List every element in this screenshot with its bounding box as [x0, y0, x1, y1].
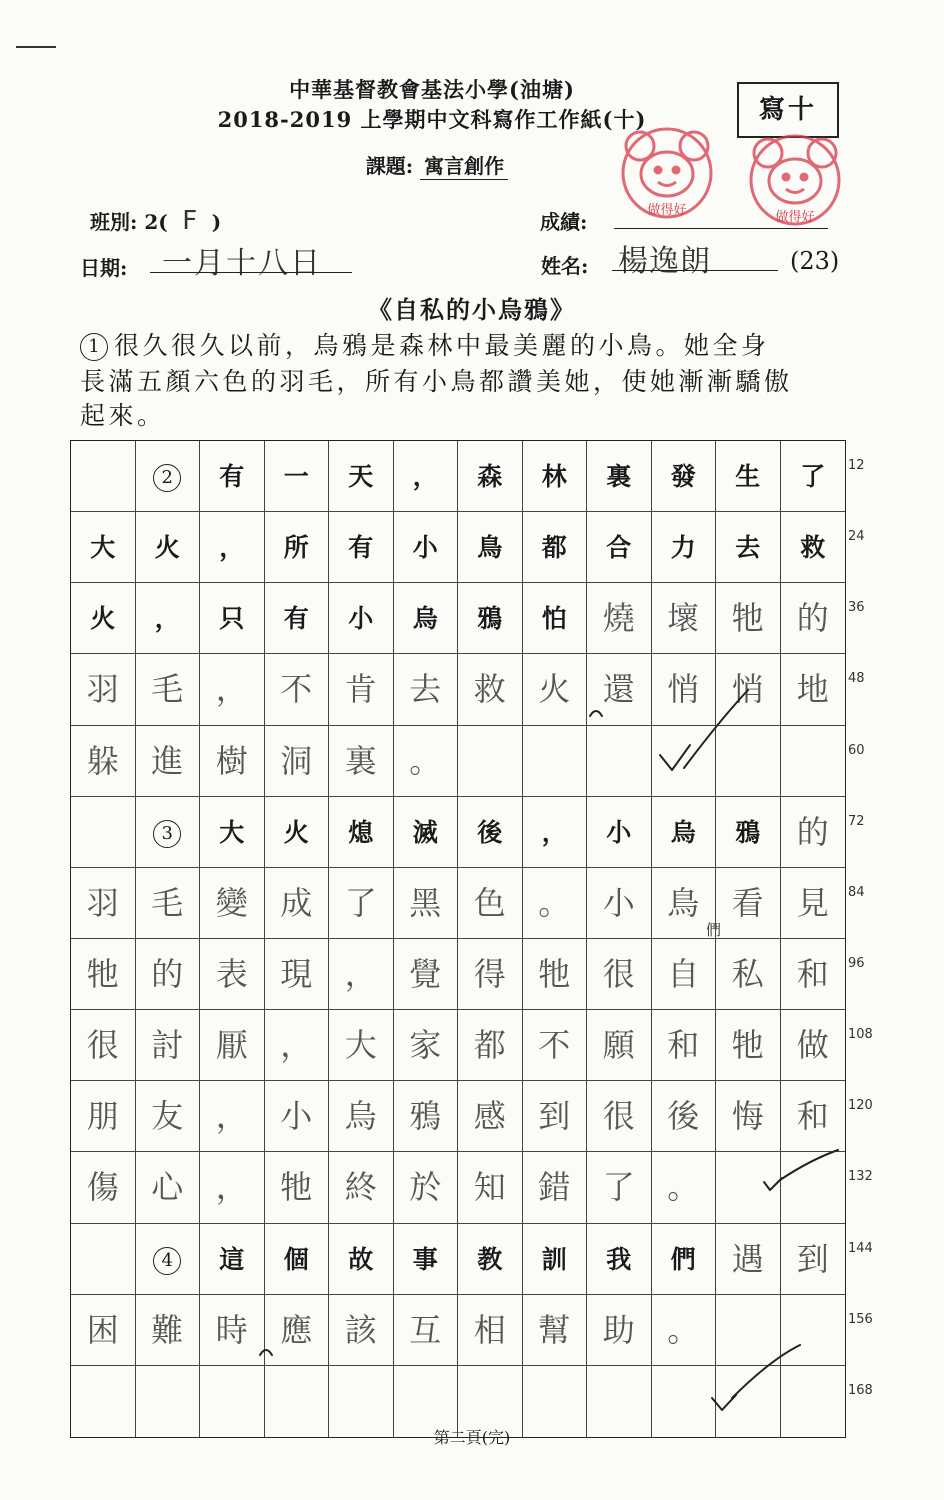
grid-cell: [523, 726, 588, 797]
grid-row: [71, 654, 845, 725]
grid-cell: 烏: [652, 797, 717, 868]
grid-cell: 羽: [71, 654, 136, 725]
paragraph-marker: 3: [153, 820, 181, 848]
grid-cell: 應: [265, 1295, 330, 1366]
grid-row: [71, 868, 845, 939]
grid-cell: 裏: [329, 726, 394, 797]
grid-cell: 小: [394, 512, 459, 583]
grid-cell: 時: [200, 1295, 265, 1366]
row-char-count: 72: [848, 813, 865, 829]
grid-cell: 不: [265, 654, 330, 725]
grid-cell: 願: [587, 1010, 652, 1081]
grid-cell: 相: [458, 1295, 523, 1366]
grid-cell: 了: [587, 1152, 652, 1223]
student-number: (23): [790, 247, 840, 275]
grid-cell: 天: [329, 441, 394, 512]
grid-cell: 火: [71, 583, 136, 654]
grid-cell: 鴉: [716, 797, 781, 868]
grid-cell: [716, 1152, 781, 1223]
grid-cell: 助: [587, 1295, 652, 1366]
grid-cell: 友: [136, 1081, 201, 1152]
grid-cell: 感: [458, 1081, 523, 1152]
grid-cell: ，: [523, 797, 588, 868]
grid-cell: 有: [265, 583, 330, 654]
paragraph-marker: 4: [153, 1247, 181, 1275]
grid-row: [71, 512, 845, 583]
grid-cell: 知: [458, 1152, 523, 1223]
grid-cell: 到: [781, 1224, 846, 1295]
grid-cell: 。: [394, 726, 459, 797]
grid-cell: 錯: [523, 1152, 588, 1223]
grid-cell: 還: [587, 654, 652, 725]
grid-cell: 這: [200, 1224, 265, 1295]
grid-cell: 烏: [394, 583, 459, 654]
grid-cell: [71, 797, 136, 868]
grid-cell: [136, 441, 201, 512]
grid-cell: 很: [71, 1010, 136, 1081]
page-footer: 第二頁(完): [433, 1428, 511, 1447]
grid-cell: 的: [781, 583, 846, 654]
grid-cell: ，: [200, 654, 265, 725]
grid-cell: 樹: [200, 726, 265, 797]
grid-cell: 朋: [71, 1081, 136, 1152]
grid-cell: 救: [781, 512, 846, 583]
grid-cell: 困: [71, 1295, 136, 1366]
row-char-count: 96: [848, 955, 865, 971]
grid-cell: 到: [523, 1081, 588, 1152]
grid-row: [71, 1152, 845, 1223]
paragraph-marker: 2: [153, 464, 181, 492]
grid-cell: 大: [329, 1010, 394, 1081]
grid-cell: 後: [458, 797, 523, 868]
grid-cell: 毛: [136, 654, 201, 725]
class-value: F: [182, 206, 198, 236]
grid-cell: ，: [200, 1081, 265, 1152]
row-char-count: 120: [848, 1098, 873, 1114]
intro-text: 起來。: [80, 401, 166, 430]
grid-row: [71, 797, 845, 868]
grid-cell: 難: [136, 1295, 201, 1366]
class-suffix: ): [211, 210, 222, 234]
grid-cell: 小: [329, 583, 394, 654]
grid-cell: 都: [458, 1010, 523, 1081]
name-field: [541, 250, 588, 279]
writing-grid: [70, 440, 846, 1438]
grid-cell: 火: [265, 797, 330, 868]
grid-row: [71, 726, 845, 797]
grid-row: [71, 1224, 845, 1295]
grid-cell: 悔: [716, 1081, 781, 1152]
grid-cell: 幫: [523, 1295, 588, 1366]
date-label: 日期:: [80, 256, 128, 280]
date-underline: [150, 272, 352, 273]
grid-cell: 們: [652, 1224, 717, 1295]
grid-cell: 。: [652, 1295, 717, 1366]
grid-cell: 事: [394, 1224, 459, 1295]
grid-cell: 有: [200, 441, 265, 512]
grid-row: [71, 1295, 845, 1366]
grid-cell: 不: [523, 1010, 588, 1081]
grid-cell: 看: [716, 868, 781, 939]
grid-cell: ，: [200, 1152, 265, 1223]
intro-line: [80, 396, 870, 432]
grid-cell: 火: [523, 654, 588, 725]
grid-cell: 心: [136, 1152, 201, 1223]
grid-cell: ，: [136, 583, 201, 654]
grid-cell: 於: [394, 1152, 459, 1223]
row-char-count: 144: [848, 1240, 873, 1256]
grid-cell: 了: [329, 868, 394, 939]
grid-cell: 個: [265, 1224, 330, 1295]
grid-cell: 肯: [329, 654, 394, 725]
grid-cell: 火: [136, 512, 201, 583]
grid-cell: [71, 1224, 136, 1295]
grid-cell: 力: [652, 512, 717, 583]
grid-cell: 色: [458, 868, 523, 939]
grid-cell: 大: [71, 512, 136, 583]
row-char-count: 108: [848, 1027, 873, 1043]
grid-cell: 我: [587, 1224, 652, 1295]
topic-label: 課題:: [365, 154, 414, 178]
grid-cell: 大: [200, 797, 265, 868]
reward-stamp-label: 做得好: [775, 210, 815, 225]
grid-cell: 羽: [71, 868, 136, 939]
grid-cell: 很: [587, 1081, 652, 1152]
grid-cell: 發: [652, 441, 717, 512]
grid-cell: 鳥: [458, 512, 523, 583]
grid-cell: 森: [458, 441, 523, 512]
grid-cell: [71, 441, 136, 512]
grid-cell: 了: [781, 441, 846, 512]
grid-cell: 教: [458, 1224, 523, 1295]
grid-cell: 所: [265, 512, 330, 583]
grid-cell: 生: [716, 441, 781, 512]
grid-cell: [781, 1152, 846, 1223]
grid-cell: 牠: [71, 939, 136, 1010]
grid-cell: [781, 1295, 846, 1366]
grid-cell: 自: [652, 939, 717, 1010]
grid-cell: ，: [394, 441, 459, 512]
grid-cell: 訓: [523, 1224, 588, 1295]
grid-cell: 悄: [716, 654, 781, 725]
grid-cell: 進: [136, 726, 201, 797]
grid-cell: 家: [394, 1010, 459, 1081]
grid-row: [71, 1081, 845, 1152]
grid-cell: 鴉: [394, 1081, 459, 1152]
corner-mark: [16, 46, 56, 48]
story-title: 《自私的小烏鴉》: [368, 295, 576, 324]
grid-cell: 合: [587, 512, 652, 583]
intro-text: 很久很久以前，烏鴉是森林中最美麗的小鳥。她全身: [114, 331, 770, 360]
class-label: 班別:: [90, 210, 138, 234]
grid-cell: 裏: [587, 441, 652, 512]
grid-cell: 遇: [716, 1224, 781, 1295]
grid-cell: [587, 726, 652, 797]
grid-cell: ，: [329, 939, 394, 1010]
name-label: 姓名:: [541, 254, 589, 278]
grid-cell: 覺: [394, 939, 459, 1010]
grid-cell: 私: [716, 939, 781, 1010]
paragraph-marker: 1: [80, 333, 108, 361]
grid-cell: 成: [265, 868, 330, 939]
date-field: [80, 252, 127, 281]
grid-cell: 後: [652, 1081, 717, 1152]
grid-cell: 表: [200, 939, 265, 1010]
grid-cell: [458, 726, 523, 797]
name-value: 楊逸朗: [618, 244, 711, 279]
grid-cell: 小: [587, 797, 652, 868]
grid-cell: 小: [587, 868, 652, 939]
worksheet-code-box: 寫十: [737, 82, 839, 138]
intro-line: [80, 326, 870, 362]
date-value: 一月十八日: [162, 246, 322, 281]
name-underline: [612, 270, 778, 271]
grid-cell: 傷: [71, 1152, 136, 1223]
row-char-count: 60: [848, 742, 865, 758]
grid-row: [71, 939, 845, 1010]
grid-cell: 牠: [716, 1010, 781, 1081]
row-char-count: 36: [848, 600, 865, 616]
grade-field: [540, 206, 587, 236]
grid-row: [71, 441, 845, 512]
grid-cell: 黑: [394, 868, 459, 939]
grid-cell: 牠: [265, 1152, 330, 1223]
grade-label: 成績:: [540, 210, 588, 234]
grid-cell: 去: [394, 654, 459, 725]
grid-cell: 怕: [523, 583, 588, 654]
grid-cell: ，: [265, 1010, 330, 1081]
grid-cell: 牠: [716, 583, 781, 654]
grid-cell: 終: [329, 1152, 394, 1223]
worksheet-title: 2018-2019 上學期中文科寫作工作紙(十): [217, 107, 647, 132]
grid-cell: 壞: [652, 583, 717, 654]
reward-stamp-icon: [740, 125, 850, 235]
class-prefix: 2(: [144, 210, 168, 234]
grid-cell: [716, 726, 781, 797]
grid-cell: ，: [200, 512, 265, 583]
grid-cell: [136, 1224, 201, 1295]
grid-cell: 鳥: [652, 868, 717, 939]
row-char-count: 156: [848, 1311, 873, 1327]
grid-cell: 很: [587, 939, 652, 1010]
grid-cell: [781, 726, 846, 797]
reward-stamp-label: 做得好: [647, 203, 687, 218]
grid-row: [71, 1010, 845, 1081]
grid-cell: 變: [200, 868, 265, 939]
grid-cell: 毛: [136, 868, 201, 939]
grid-cell: 只: [200, 583, 265, 654]
grid-cell: 的: [136, 939, 201, 1010]
grid-cell: 都: [523, 512, 588, 583]
grid-cell: 有: [329, 512, 394, 583]
grid-cell: 燒: [587, 583, 652, 654]
grid-cell: 。: [652, 1152, 717, 1223]
grid-cell: [716, 1295, 781, 1366]
intro-line: [80, 362, 870, 398]
grid-cell: 得: [458, 939, 523, 1010]
row-char-count: 12: [848, 458, 865, 473]
row-char-count: 48: [848, 671, 865, 687]
grid-cell: 和: [781, 1081, 846, 1152]
grid-cell: 故: [329, 1224, 394, 1295]
school-name: 中華基督教會基法小學(油塘): [289, 77, 575, 102]
insert-annotation: 們: [706, 921, 722, 939]
row-char-count: 168: [848, 1382, 873, 1398]
grid-cell: 厭: [200, 1010, 265, 1081]
grid-cell: 該: [329, 1295, 394, 1366]
grid-cell: 的: [781, 797, 846, 868]
grid-cell: 和: [781, 939, 846, 1010]
grid-cell: 烏: [329, 1081, 394, 1152]
grid-cell: 討: [136, 1010, 201, 1081]
grid-cell: 熄: [329, 797, 394, 868]
grid-cell: 牠: [523, 939, 588, 1010]
grid-cell: 和: [652, 1010, 717, 1081]
grid-cell: 見: [781, 868, 846, 939]
reward-stamp-icon: [612, 118, 722, 228]
intro-text: 長滿五顏六色的羽毛，所有小鳥都讚美她，使她漸漸驕傲: [80, 367, 793, 396]
row-char-count: 84: [848, 884, 865, 900]
grid-cell: 。: [523, 868, 588, 939]
grid-row: [71, 583, 845, 654]
grid-cell: 悄: [652, 654, 717, 725]
grid-cell: 洞: [265, 726, 330, 797]
class-field: [90, 206, 221, 236]
grid-cell: 救: [458, 654, 523, 725]
grid-cell: 互: [394, 1295, 459, 1366]
grid-cell: [136, 797, 201, 868]
grid-cell: 鴉: [458, 583, 523, 654]
grid-cell: 滅: [394, 797, 459, 868]
grid-cell: 小: [265, 1081, 330, 1152]
grid-cell: 去: [716, 512, 781, 583]
row-char-count: 132: [848, 1169, 873, 1185]
grid-cell: 做: [781, 1010, 846, 1081]
topic-value: 寓言創作: [420, 150, 508, 180]
row-char-count: 24: [848, 529, 865, 545]
grid-cell: 躲: [71, 726, 136, 797]
grid-cell: 林: [523, 441, 588, 512]
grid-cell: 一: [265, 441, 330, 512]
grid-cell: 現: [265, 939, 330, 1010]
grid-cell: [652, 726, 717, 797]
grade-underline: [614, 228, 828, 229]
grid-cell: 地: [781, 654, 846, 725]
